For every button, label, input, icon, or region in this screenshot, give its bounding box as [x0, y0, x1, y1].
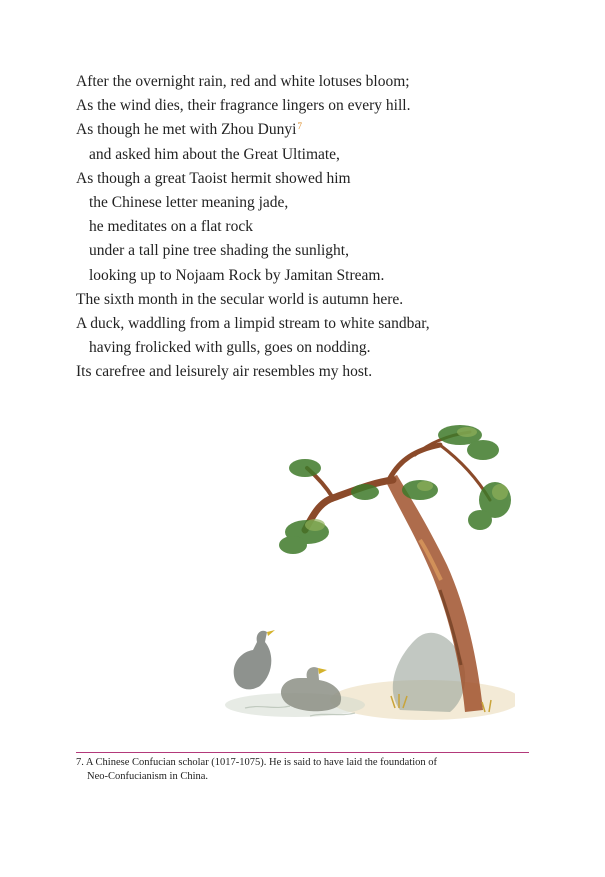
footnote-line: 7. A Chinese Confucian scholar (1017-1075). He is said to have laid the foundation of	[76, 757, 438, 768]
footnote	[76, 756, 536, 784]
poem-line: having frolicked with gulls, goes on nodding.	[89, 339, 371, 357]
duck	[281, 667, 341, 711]
poem-line: looking up to Nojaam Rock by Jamitan Stream.	[89, 266, 385, 284]
pine-and-ducks-painting	[215, 420, 515, 725]
poem-line: the Chinese letter meaning jade,	[89, 194, 289, 212]
footnote-divider	[76, 752, 529, 753]
poem-line: and asked him about the Great Ultimate,	[89, 145, 340, 163]
poem-line: As the wind dies, their fragrance lingers on every hill.	[76, 97, 411, 115]
duck	[234, 630, 275, 689]
poem-line: The sixth month in the secular world is autumn here.	[76, 290, 404, 308]
poem-line-text: As though he met with Zhou Dunyi	[76, 121, 297, 139]
poem-line: A duck, waddling from a limpid stream to white sandbar,	[76, 315, 430, 333]
poem-line: under a tall pine tree shading the sunlight,	[89, 242, 349, 260]
poem-line	[76, 118, 430, 142]
pine-branch	[390, 445, 440, 478]
poem-line: Its carefree and leisurely air resembles my host.	[76, 363, 373, 381]
poem-line: After the overnight rain, red and white lotuses bloom;	[76, 73, 410, 90]
poem-line: As though a great Taoist hermit showed him	[76, 169, 351, 187]
poem	[76, 70, 430, 385]
footnote-reference[interactable]: 7	[297, 121, 302, 132]
footnote-line: Neo-Confucianism in China.	[87, 771, 209, 782]
poem-line: he meditates on a flat rock	[89, 218, 253, 236]
